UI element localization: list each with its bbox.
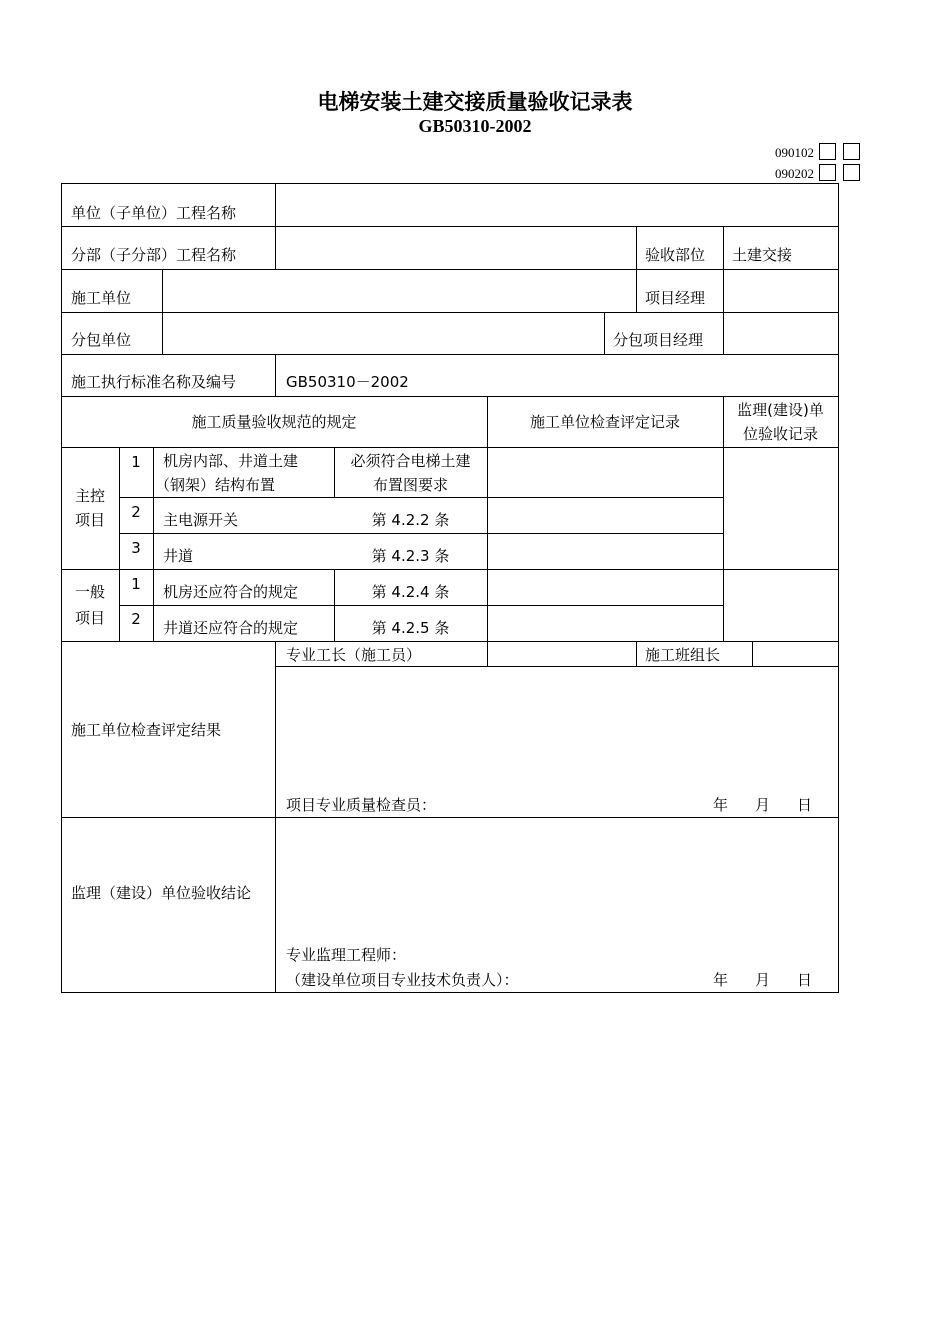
foreman-label: 专业工长（施工员） (286, 646, 422, 664)
main-item-3-req: 第 4.2.3 条 (371, 547, 450, 565)
accept-part-value: 土建交接 (732, 246, 793, 264)
code-2-box-b[interactable] (843, 164, 860, 181)
general-items-label-line1: 一般 (74, 583, 105, 601)
accept-part-label: 验收部位 (645, 246, 706, 264)
contractor-label: 施工单位 (71, 289, 132, 307)
supervising-engineer-label: 专业监理工程师： (286, 946, 407, 964)
contractor-date-year: 年 (713, 796, 729, 814)
main-item-3-name: 井道 (163, 547, 194, 565)
form-code-1: 090102 (775, 145, 814, 160)
contractor-result-label: 施工单位检查评定结果 (71, 721, 222, 739)
code-1-box-a[interactable] (819, 143, 836, 160)
main-item-2-no: 2 (131, 503, 141, 521)
main-item-1-no: 1 (131, 453, 141, 471)
main-item-3-no: 3 (131, 539, 141, 557)
general-item-2-req: 第 4.2.5 条 (371, 619, 450, 637)
general-item-1-name: 机房还应符合的规定 (163, 583, 299, 601)
quality-inspector-label: 项目专业质量检查员： (286, 796, 437, 814)
supervisor-date-year: 年 (713, 971, 729, 989)
general-item-1-req: 第 4.2.4 条 (371, 583, 450, 601)
pm-label: 项目经理 (645, 289, 706, 307)
code-2-box-a[interactable] (819, 164, 836, 181)
form-standard: GB50310-2002 (418, 116, 532, 136)
general-item-2-name: 井道还应符合的规定 (163, 619, 299, 637)
standard-value: GB50310－2002 (286, 373, 409, 391)
main-item-1-req-line2: 布置图要求 (372, 476, 448, 494)
main-item-1-req-line1: 必须符合电梯土建 (350, 452, 471, 470)
supervisor-date-month: 月 (755, 971, 771, 989)
main-item-1-name-line1: 机房内部、井道土建 (163, 452, 299, 470)
form-code-2: 090202 (775, 166, 814, 181)
supervisor-header-line2: 位验收记录 (742, 425, 818, 443)
unit-project-label: 单位（子单位）工程名称 (71, 204, 237, 222)
general-item-1-no: 1 (131, 575, 141, 593)
main-items-label-line2: 项目 (74, 511, 105, 529)
code-1-box-b[interactable] (843, 143, 860, 160)
contractor-date-month: 月 (755, 796, 771, 814)
contractor-check-header: 施工单位检查评定记录 (529, 413, 680, 431)
subcontractor-label: 分包单位 (71, 331, 132, 349)
spec-header: 施工质量验收规范的规定 (191, 413, 357, 431)
standard-label: 施工执行标准名称及编号 (71, 373, 237, 391)
form-title: 电梯安装土建交接质量验收记录表 (317, 90, 633, 114)
main-item-2-req: 第 4.2.2 条 (371, 511, 450, 529)
supervisor-date-day: 日 (797, 971, 813, 989)
general-items-label-line2: 项目 (74, 609, 105, 627)
contractor-date-day: 日 (797, 796, 813, 814)
main-item-2-name: 主电源开关 (163, 511, 239, 529)
team-leader-label: 施工班组长 (645, 646, 721, 664)
supervisor-result-label: 监理（建设）单位验收结论 (71, 884, 252, 902)
sub-pm-label: 分包项目经理 (613, 331, 704, 349)
owner-technical-lead-label: （建设单位项目专业技术负责人）： (286, 971, 519, 989)
main-items-label-line1: 主控 (74, 487, 105, 505)
general-item-2-no: 2 (131, 610, 141, 628)
main-item-1-name-line2: （钢架）结构布置 (155, 476, 276, 494)
sub-project-label: 分部（子分部）工程名称 (71, 246, 237, 264)
supervisor-header-line1: 监理(建设)单 (737, 401, 824, 419)
